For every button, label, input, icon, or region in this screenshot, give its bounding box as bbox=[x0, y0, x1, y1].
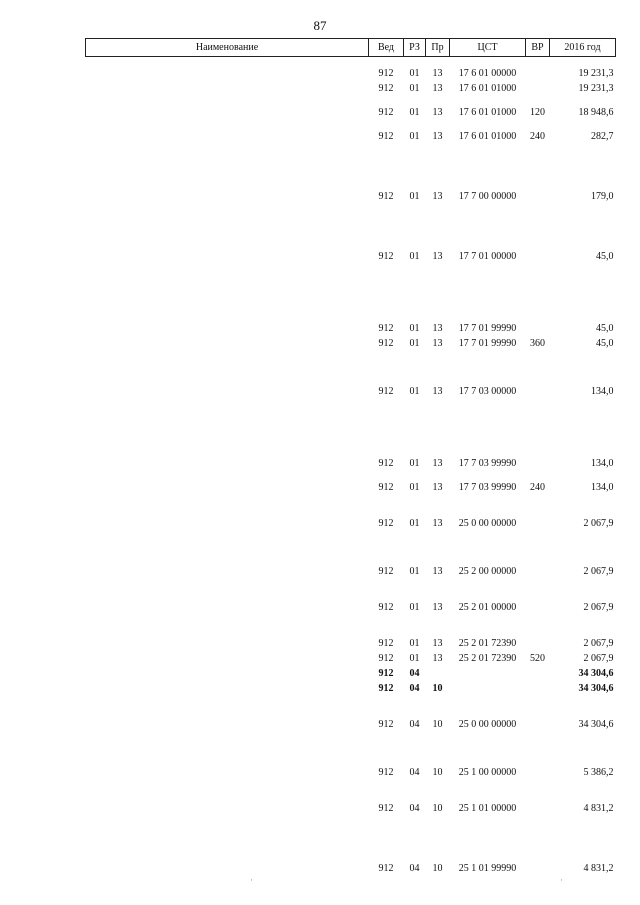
row-amount: 4 831,2 bbox=[583, 862, 614, 874]
row-rz: 01 bbox=[409, 517, 420, 529]
table-row bbox=[86, 816, 616, 876]
table-row bbox=[86, 351, 616, 399]
table-row bbox=[86, 651, 616, 666]
row-rz: 01 bbox=[409, 106, 420, 118]
row-cst: 25 0 00 00000 bbox=[458, 517, 517, 529]
row-name bbox=[86, 579, 369, 615]
row-cst: 17 7 03 99990 bbox=[458, 457, 517, 469]
row-rz: 01 bbox=[409, 250, 420, 262]
row-ved: 912 bbox=[378, 337, 394, 349]
row-rz: 01 bbox=[409, 322, 420, 334]
row-amount: 34 304,6 bbox=[578, 682, 614, 694]
row-name bbox=[86, 351, 369, 399]
row-ved: 912 bbox=[378, 766, 394, 778]
row-name bbox=[86, 399, 369, 471]
row-amount: 134,0 bbox=[591, 481, 614, 493]
row-ved: 912 bbox=[378, 718, 394, 730]
table-row bbox=[86, 495, 616, 531]
row-ved: 912 bbox=[378, 565, 394, 577]
table-row bbox=[86, 579, 616, 615]
row-cst: 17 6 01 01000 bbox=[458, 82, 517, 94]
row-vr bbox=[526, 666, 550, 681]
row-vr: 240 bbox=[530, 481, 545, 493]
table-row bbox=[86, 144, 616, 204]
row-vr bbox=[526, 264, 550, 336]
row-rz: 04 bbox=[409, 682, 420, 694]
row-rz: 01 bbox=[409, 652, 420, 664]
row-rz: 04 bbox=[409, 862, 420, 874]
row-amount: 18 948,6 bbox=[578, 106, 614, 118]
row-amount: 134,0 bbox=[591, 457, 614, 469]
row-amount: 45,0 bbox=[596, 337, 614, 349]
row-cst: 17 7 03 00000 bbox=[458, 385, 517, 397]
row-vr bbox=[526, 399, 550, 471]
row-vr bbox=[526, 144, 550, 204]
row-name bbox=[86, 780, 369, 816]
row-name bbox=[86, 57, 369, 81]
row-cst: 17 6 01 00000 bbox=[458, 67, 517, 79]
row-ved: 912 bbox=[378, 322, 394, 334]
row-rz: 01 bbox=[409, 565, 420, 577]
row-cst bbox=[450, 666, 526, 681]
table-row bbox=[86, 780, 616, 816]
table-row bbox=[86, 57, 616, 81]
table-row bbox=[86, 96, 616, 120]
col-header-name: Наименование bbox=[86, 39, 369, 57]
row-amount: 2 067,9 bbox=[583, 601, 614, 613]
row-amount: 2 067,9 bbox=[583, 637, 614, 649]
row-rz: 01 bbox=[409, 190, 420, 202]
row-cst: 17 6 01 01000 bbox=[458, 130, 517, 142]
budget-table bbox=[85, 38, 616, 876]
row-amount: 34 304,6 bbox=[578, 667, 614, 679]
row-amount: 2 067,9 bbox=[583, 565, 614, 577]
row-cst: 25 0 00 00000 bbox=[458, 718, 517, 730]
row-vr: 520 bbox=[530, 652, 545, 664]
row-cst: 17 7 01 00000 bbox=[458, 250, 517, 262]
row-rz: 04 bbox=[409, 802, 420, 814]
col-header-vr: ВР bbox=[526, 39, 550, 57]
row-pr: 10 bbox=[432, 718, 443, 730]
row-name bbox=[86, 732, 369, 780]
row-cst: 17 7 01 99990 bbox=[458, 337, 517, 349]
row-amount: 34 304,6 bbox=[578, 718, 614, 730]
row-name bbox=[86, 81, 369, 96]
row-rz: 04 bbox=[409, 766, 420, 778]
row-amount: 4 831,2 bbox=[583, 802, 614, 814]
row-rz: 01 bbox=[409, 637, 420, 649]
row-cst: 25 1 01 99990 bbox=[458, 862, 517, 874]
row-amount: 5 386,2 bbox=[583, 766, 614, 778]
row-amount: 19 231,3 bbox=[578, 67, 614, 79]
row-amount: 134,0 bbox=[591, 385, 614, 397]
row-pr: 13 bbox=[432, 565, 443, 577]
row-amount: 282,7 bbox=[591, 130, 614, 142]
row-ved: 912 bbox=[378, 457, 394, 469]
row-pr: 10 bbox=[432, 682, 443, 694]
row-rz: 01 bbox=[409, 82, 420, 94]
col-header-pr: Пр bbox=[426, 39, 450, 57]
row-vr bbox=[526, 81, 550, 96]
table-row bbox=[86, 81, 616, 96]
row-amount: 179,0 bbox=[591, 190, 614, 202]
row-rz: 01 bbox=[409, 481, 420, 493]
row-ved: 912 bbox=[378, 517, 394, 529]
row-cst: 17 6 01 01000 bbox=[458, 106, 517, 118]
row-amount: 45,0 bbox=[596, 250, 614, 262]
row-name bbox=[86, 666, 369, 681]
row-cst: 25 2 01 72390 bbox=[458, 652, 517, 664]
row-amount: 19 231,3 bbox=[578, 82, 614, 94]
row-vr bbox=[526, 531, 550, 579]
table-row bbox=[86, 666, 616, 681]
table-row bbox=[86, 399, 616, 471]
row-ved: 912 bbox=[378, 862, 394, 874]
row-ved: 912 bbox=[378, 67, 394, 79]
corner-mark: · bbox=[250, 875, 253, 885]
row-ved: 912 bbox=[378, 637, 394, 649]
row-pr: 13 bbox=[432, 601, 443, 613]
page-number: 87 bbox=[313, 18, 327, 33]
row-amount: 2 067,9 bbox=[583, 517, 614, 529]
row-ved: 912 bbox=[378, 82, 394, 94]
row-ved: 912 bbox=[378, 802, 394, 814]
row-pr: 13 bbox=[432, 481, 443, 493]
row-ved: 912 bbox=[378, 190, 394, 202]
row-vr bbox=[526, 495, 550, 531]
row-vr bbox=[526, 681, 550, 696]
row-name bbox=[86, 615, 369, 651]
row-vr bbox=[526, 204, 550, 264]
row-pr: 10 bbox=[432, 862, 443, 874]
row-pr: 13 bbox=[432, 106, 443, 118]
row-pr: 13 bbox=[432, 652, 443, 664]
row-pr: 13 bbox=[432, 457, 443, 469]
row-name bbox=[86, 264, 369, 336]
row-amount: 45,0 bbox=[596, 322, 614, 334]
col-header-rz: РЗ bbox=[404, 39, 426, 57]
col-header-ved: Вед bbox=[369, 39, 404, 57]
row-pr: 13 bbox=[432, 637, 443, 649]
row-rz: 01 bbox=[409, 385, 420, 397]
table-row bbox=[86, 336, 616, 351]
row-name bbox=[86, 144, 369, 204]
row-name bbox=[86, 96, 369, 120]
row-rz: 01 bbox=[409, 601, 420, 613]
row-rz: 01 bbox=[409, 457, 420, 469]
table-row bbox=[86, 264, 616, 336]
table-row bbox=[86, 732, 616, 780]
table-body bbox=[86, 57, 616, 876]
row-pr: 13 bbox=[432, 250, 443, 262]
row-rz: 01 bbox=[409, 337, 420, 349]
row-pr: 13 bbox=[432, 517, 443, 529]
table-row bbox=[86, 471, 616, 495]
row-pr: 10 bbox=[432, 766, 443, 778]
row-name bbox=[86, 336, 369, 351]
row-cst bbox=[450, 681, 526, 696]
row-rz: 04 bbox=[409, 718, 420, 730]
row-vr bbox=[526, 351, 550, 399]
row-vr bbox=[526, 57, 550, 81]
row-ved: 912 bbox=[378, 130, 394, 142]
row-name bbox=[86, 816, 369, 876]
row-cst: 17 7 01 99990 bbox=[458, 322, 517, 334]
row-vr bbox=[526, 780, 550, 816]
table-row bbox=[86, 531, 616, 579]
row-vr bbox=[526, 816, 550, 876]
row-pr: 13 bbox=[432, 82, 443, 94]
row-vr bbox=[526, 579, 550, 615]
row-pr: 13 bbox=[432, 190, 443, 202]
table-row bbox=[86, 696, 616, 732]
row-cst: 25 1 01 00000 bbox=[458, 802, 517, 814]
table-row bbox=[86, 615, 616, 651]
row-pr bbox=[426, 666, 450, 681]
col-header-cst: ЦСТ bbox=[450, 39, 526, 57]
table-row bbox=[86, 120, 616, 144]
row-pr: 13 bbox=[432, 385, 443, 397]
row-name bbox=[86, 651, 369, 666]
row-ved: 912 bbox=[378, 601, 394, 613]
row-name bbox=[86, 204, 369, 264]
table-header-row bbox=[86, 39, 616, 57]
row-cst: 25 2 00 00000 bbox=[458, 565, 517, 577]
row-vr bbox=[526, 696, 550, 732]
row-vr bbox=[526, 732, 550, 780]
row-rz: 01 bbox=[409, 67, 420, 79]
row-ved: 912 bbox=[378, 106, 394, 118]
row-cst: 25 2 01 72390 bbox=[458, 637, 517, 649]
row-vr bbox=[526, 615, 550, 651]
col-header-amount: 2016 год bbox=[550, 39, 616, 57]
row-pr: 13 bbox=[432, 337, 443, 349]
row-name bbox=[86, 531, 369, 579]
row-pr: 13 bbox=[432, 130, 443, 142]
table-row bbox=[86, 204, 616, 264]
row-vr: 240 bbox=[530, 130, 545, 142]
row-ved: 912 bbox=[378, 652, 394, 664]
row-pr: 13 bbox=[432, 67, 443, 79]
row-name bbox=[86, 495, 369, 531]
row-vr: 120 bbox=[530, 106, 545, 118]
row-cst: 17 7 00 00000 bbox=[458, 190, 517, 202]
row-amount: 2 067,9 bbox=[583, 652, 614, 664]
row-rz: 01 bbox=[409, 130, 420, 142]
row-vr: 360 bbox=[530, 337, 545, 349]
row-pr: 13 bbox=[432, 322, 443, 334]
row-name bbox=[86, 696, 369, 732]
row-ved: 912 bbox=[378, 682, 394, 694]
row-ved: 912 bbox=[378, 250, 394, 262]
row-name bbox=[86, 681, 369, 696]
row-name bbox=[86, 120, 369, 144]
row-pr: 10 bbox=[432, 802, 443, 814]
row-ved: 912 bbox=[378, 481, 394, 493]
corner-mark: · bbox=[560, 875, 563, 885]
row-name bbox=[86, 471, 369, 495]
row-cst: 25 2 01 00000 bbox=[458, 601, 517, 613]
row-rz: 04 bbox=[409, 667, 420, 679]
row-cst: 17 7 03 99990 bbox=[458, 481, 517, 493]
row-cst: 25 1 00 00000 bbox=[458, 766, 517, 778]
table-row bbox=[86, 681, 616, 696]
row-ved: 912 bbox=[378, 667, 394, 679]
row-ved: 912 bbox=[378, 385, 394, 397]
